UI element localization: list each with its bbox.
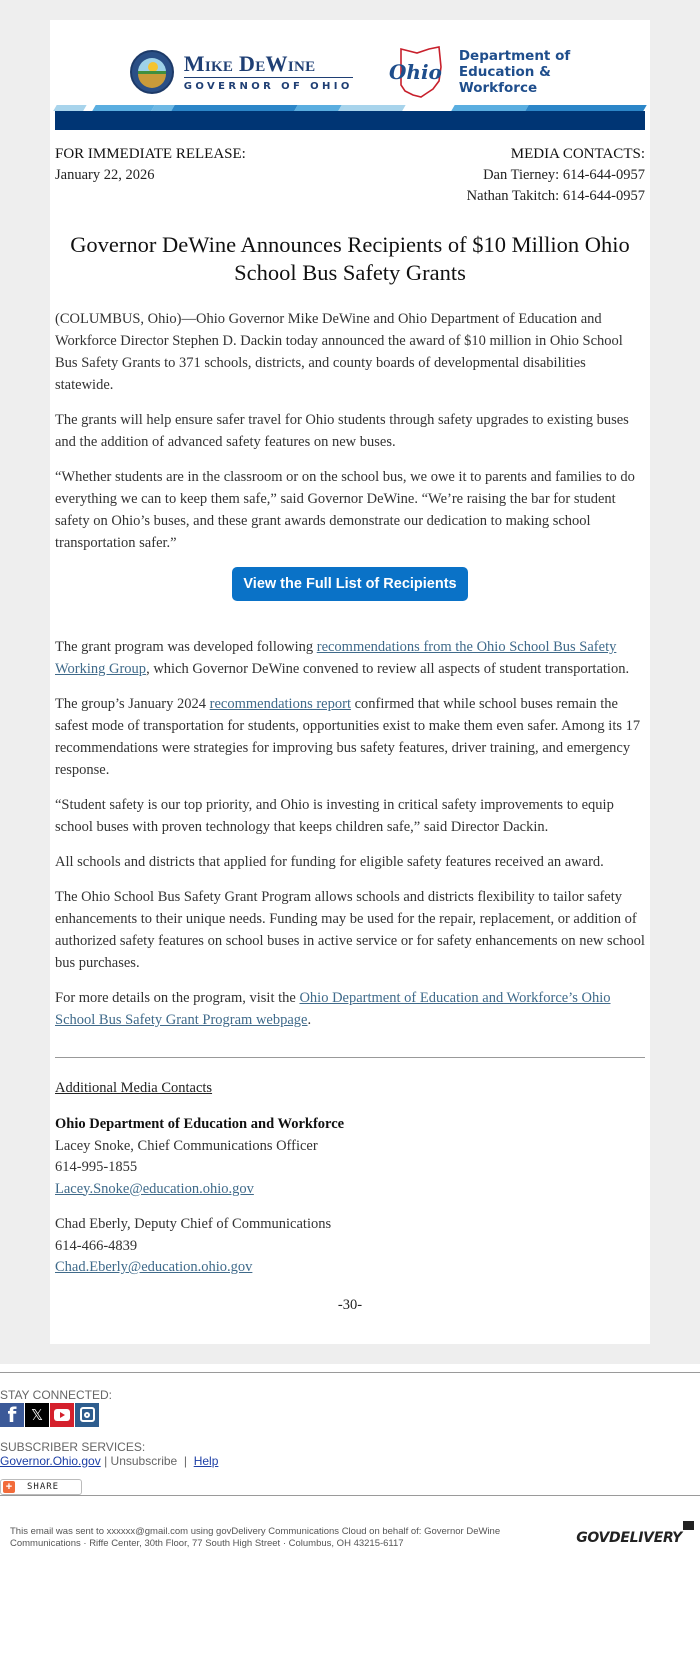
help-link[interactable]: Help <box>193 1453 219 1468</box>
plus-icon: + <box>3 1481 15 1493</box>
governor-name: Mike DeWine <box>184 52 353 78</box>
divider <box>55 1057 645 1058</box>
text: For more details on the program, visit the <box>55 990 300 1006</box>
media-contacts-label: MEDIA CONTACTS: <box>510 146 645 162</box>
press-release-card <box>50 20 650 1344</box>
bottom-divider <box>0 1495 700 1496</box>
paragraph-more-details <box>55 987 645 1031</box>
paragraph-intro: (COLUMBUS, Ohio)—Ohio Governor Mike DeWine and Ohio Department of Education and Workforce Director Stephen D. Dackin today announced the award of $10 million in Ohio School Bus Safety Grants to 371 schools, districts, and county boards of developmental disabilities statewide. <box>55 311 623 393</box>
header-banner <box>55 20 645 130</box>
envelope-icon <box>683 1521 694 1530</box>
governor-title: GOVERNOR OF OHIO <box>183 81 353 92</box>
ohio-script: Ohio <box>388 60 442 84</box>
disclaimer-text: This email was sent to xxxxxx@gmail.com using govDelivery Communications Cloud on behalf of: Governor DeWine Communications · Riffe Center, 30th Floor, 77 South High Street · Columbus, OH 43215-6117 <box>10 1525 501 1549</box>
paragraph-program: The Ohio School Bus Safety Grant Program allows schools and districts flexibility to tailor safety enhancements to their unique needs. Funding may be used for the repair, replacement, or addition of authorized safety features on school buses in active service or for safety enhancements on new school bus purchases. <box>55 889 645 971</box>
stripe-band-dark <box>55 111 645 130</box>
governor-site-link[interactable]: Governor.Ohio.gov <box>0 1453 101 1468</box>
email-footer <box>0 1364 700 1560</box>
text: The group’s January 2024 <box>55 696 210 712</box>
contact-name: Lacey Snoke, Chief Communications Officer <box>55 1137 318 1154</box>
release-label: FOR IMMEDIATE RELEASE: <box>55 146 246 162</box>
contact-email-link[interactable]: Lacey.Snoke@education.ohio.gov <box>55 1180 254 1197</box>
unsubscribe-link[interactable]: Unsubscribe <box>110 1453 178 1468</box>
separator: | <box>100 1453 111 1468</box>
youtube-icon[interactable] <box>50 1403 74 1427</box>
release-meta <box>55 144 645 207</box>
contact-chad <box>55 1214 645 1279</box>
x-twitter-icon[interactable]: 𝕏 <box>25 1403 49 1427</box>
department-line-2: Education & <box>458 64 551 80</box>
page-title: Governor DeWine Announces Recipients of $10 Million Ohio School Bus Safety Grants <box>70 232 630 285</box>
paragraph-working-group <box>55 636 645 680</box>
logos-row <box>55 42 645 102</box>
brand-text: GOVDELIVERY <box>576 1529 682 1546</box>
department-logo <box>387 45 570 99</box>
header-stripe <box>55 105 645 130</box>
text: . <box>307 1012 312 1028</box>
text: confirmed that while school buses remain the safest mode of transportation for students, opportunities exist to make them even safer. Among its 17 recommendations were strategies for improving bus safety features, driver training, and emergency response. <box>55 696 641 778</box>
media-contact-1: Dan Tierney: 614-644-0957 <box>483 167 645 183</box>
footer-bottom <box>0 1511 700 1560</box>
share-button[interactable] <box>0 1479 82 1495</box>
end-mark: -30- <box>337 1296 363 1313</box>
release-date: January 22, 2026 <box>55 167 155 183</box>
view-recipients-button[interactable]: View the Full List of Recipients <box>232 567 467 601</box>
contact-lacey <box>55 1114 645 1200</box>
paragraph-report <box>55 693 645 781</box>
ohio-state-outline-icon <box>387 45 453 99</box>
additional-contacts-heading: Additional Media Contacts <box>55 1080 213 1096</box>
social-links <box>0 1403 700 1427</box>
working-group-link[interactable]: recommendations from the Ohio School Bus Safety Working Group <box>55 639 617 677</box>
instagram-icon[interactable] <box>75 1403 99 1427</box>
paragraph-director-quote: “Student safety is our top priority, and Ohio is investing in critical safety improvements to equip school buses with proven technology that keeps children safe,” said Director Dackin. <box>55 797 614 835</box>
subscriber-links <box>0 1454 700 1468</box>
facebook-icon[interactable]: f <box>0 1403 24 1427</box>
contact-email-link[interactable]: Chad.Eberly@education.ohio.gov <box>55 1259 253 1275</box>
department-line-1: Department of <box>458 48 571 64</box>
media-contact-2: Nathan Takitch: 614-644-0957 <box>466 188 645 204</box>
ohio-seal-icon <box>130 50 174 94</box>
cta-container <box>55 567 645 601</box>
contact-phone: 614-995-1855 <box>55 1159 138 1175</box>
footer-divider <box>0 1372 700 1373</box>
text: The grant program was developed following <box>55 639 317 655</box>
contact-phone: 614-466-4839 <box>55 1237 138 1254</box>
program-webpage-link[interactable]: Ohio Department of Education and Workforce’s Ohio School Bus Safety Grant Program webpage <box>55 990 611 1028</box>
governor-logo <box>130 50 353 94</box>
subscriber-services-label: SUBSCRIBER SERVICES: <box>0 1439 146 1454</box>
stay-connected-label: STAY CONNECTED: <box>0 1387 113 1402</box>
contact-org: Ohio Department of Education and Workforce <box>55 1116 345 1132</box>
department-line-3: Workforce <box>458 80 538 96</box>
govdelivery-logo <box>576 1530 690 1546</box>
paragraph-grants: The grants will help ensure safer travel for Ohio students through safety upgrades to existing buses and the addition of advanced safety features on new buses. <box>55 412 629 450</box>
paragraph-awards: All schools and districts that applied for funding for eligible safety features received an award. <box>55 854 604 870</box>
separator: | <box>177 1453 194 1468</box>
text: , which Governor DeWine convened to review all aspects of student transportation. <box>146 661 630 677</box>
share-label: SHARE <box>27 1481 60 1492</box>
recommendations-report-link[interactable]: recommendations report <box>209 696 351 712</box>
contact-name: Chad Eberly, Deputy Chief of Communications <box>55 1216 332 1232</box>
paragraph-governor-quote: “Whether students are in the classroom or on the school bus, we owe it to parents and families to do everything we can to keep them safe,” said Governor DeWine. “We’re raising the bar for student safety on Ohio’s buses, and these grant awards demonstrate our dedication to making school transportation safer.” <box>55 469 635 551</box>
